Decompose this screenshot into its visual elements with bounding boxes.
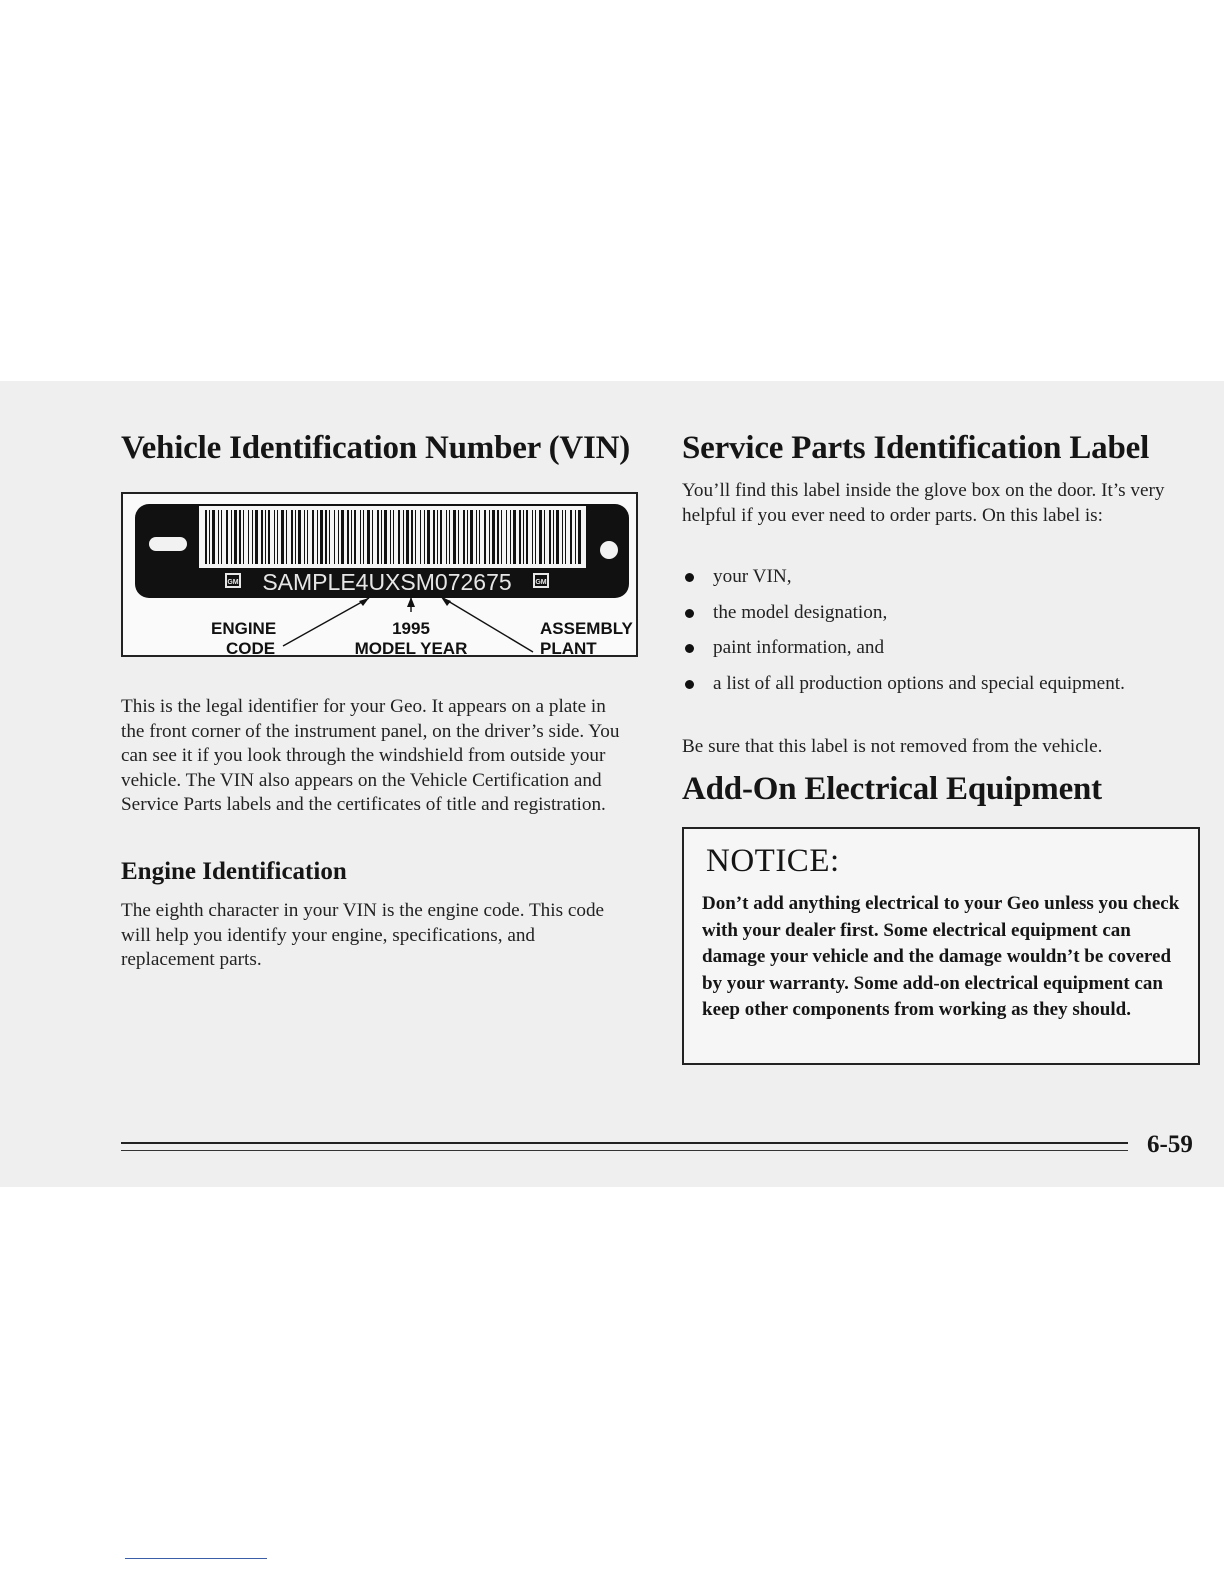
barcode-bar bbox=[307, 510, 308, 564]
gm-logo-left-icon bbox=[225, 573, 241, 588]
barcode-bar bbox=[360, 510, 361, 564]
list-item: the model designation, bbox=[682, 601, 1182, 626]
bottom-divider bbox=[125, 1558, 267, 1559]
vin-number: SAMPLE4UXSM072675 bbox=[262, 569, 512, 595]
barcode-bar bbox=[440, 510, 442, 564]
barcode-bar bbox=[526, 510, 528, 564]
barcode-bar bbox=[553, 510, 554, 564]
plate-slot bbox=[149, 537, 187, 551]
barcode-bar bbox=[281, 510, 284, 564]
barcode-bar bbox=[261, 510, 263, 564]
assembly-plant-label-2: PLANT bbox=[540, 639, 597, 658]
barcode-bar bbox=[325, 510, 327, 564]
vin-plate-illustration bbox=[123, 494, 640, 659]
barcode-bar bbox=[205, 510, 207, 564]
barcode-bar bbox=[562, 510, 563, 564]
bullet-icon bbox=[685, 609, 694, 618]
footer-rule bbox=[121, 1142, 1128, 1144]
barcode-bar bbox=[463, 510, 465, 564]
barcode-bar bbox=[354, 510, 356, 564]
gm-logo-right-icon bbox=[533, 573, 549, 588]
barcode-bar bbox=[239, 510, 241, 564]
barcode-bar bbox=[377, 510, 379, 564]
barcode-bar bbox=[523, 510, 524, 564]
barcode-bar bbox=[453, 510, 456, 564]
barcode-bar bbox=[575, 510, 576, 564]
bullet-icon bbox=[685, 573, 694, 582]
barcode-bar bbox=[449, 510, 450, 564]
plate-rivet bbox=[600, 541, 618, 559]
barcode-bar bbox=[320, 510, 323, 564]
barcode-bar bbox=[458, 510, 459, 564]
barcode-bar bbox=[437, 510, 438, 564]
barcode-bar bbox=[549, 510, 551, 564]
model-year-value: 1995 bbox=[392, 619, 430, 638]
barcode-bar bbox=[398, 510, 400, 564]
barcode-bar bbox=[338, 510, 339, 564]
barcode-bar bbox=[372, 510, 373, 564]
barcode-bar bbox=[390, 510, 391, 564]
barcode-bar bbox=[243, 510, 244, 564]
notice-box bbox=[682, 827, 1200, 1065]
add-on-electrical-heading: Add-On Electrical Equipment bbox=[682, 771, 1102, 807]
engine-identification-heading: Engine Identification bbox=[121, 858, 347, 885]
barcode-bar bbox=[424, 510, 425, 564]
vin-heading: Vehicle Identification Number (VIN) bbox=[121, 430, 631, 466]
barcode-bar bbox=[334, 510, 335, 564]
barcode-bar bbox=[381, 510, 382, 564]
barcode-bar bbox=[212, 510, 215, 564]
barcode-bar bbox=[532, 510, 533, 564]
barcode-bar bbox=[341, 510, 344, 564]
barcode-bar bbox=[351, 510, 352, 564]
barcode-bar bbox=[298, 510, 301, 564]
list-item: a list of all production options and special equipment. bbox=[682, 672, 1133, 697]
barcode-bar bbox=[277, 510, 278, 564]
barcode-bar bbox=[329, 510, 330, 564]
bullet-icon bbox=[685, 644, 694, 653]
service-parts-heading: Service Parts Identification Label bbox=[682, 430, 1150, 466]
barcode-bar bbox=[248, 510, 249, 564]
barcode-bar bbox=[363, 510, 364, 564]
barcode-bar bbox=[501, 510, 502, 564]
barcode-bar bbox=[544, 510, 545, 564]
barcode-bar bbox=[427, 510, 430, 564]
barcode-bar bbox=[420, 510, 421, 564]
barcode-bar bbox=[433, 510, 435, 564]
barcode-bar bbox=[470, 510, 473, 564]
barcode-bar bbox=[291, 510, 293, 564]
barcode-bar bbox=[411, 510, 413, 564]
barcode-bar bbox=[489, 510, 490, 564]
barcode-bar bbox=[570, 510, 572, 564]
barcode-bar bbox=[226, 510, 228, 564]
barcode-bar bbox=[403, 510, 404, 564]
barcode-bar bbox=[384, 510, 387, 564]
barcode-bar bbox=[578, 510, 581, 564]
vin-plate-figure bbox=[121, 492, 638, 657]
list-item: paint information, and bbox=[682, 636, 1182, 661]
barcode-bar bbox=[274, 510, 275, 564]
barcode-bar bbox=[484, 510, 486, 564]
barcode-bar bbox=[519, 510, 521, 564]
barcode-bar bbox=[513, 510, 516, 564]
barcode-bar bbox=[497, 510, 499, 564]
engine-description: The eighth character in your VIN is the engine code. This code will help you identify your engine, specifications, and replacement parts. bbox=[121, 900, 605, 970]
barcode-bar bbox=[347, 510, 349, 564]
barcode-bar bbox=[231, 510, 232, 564]
barcode-bar bbox=[268, 510, 270, 564]
service-label-note: Be sure that this label is not removed from the vehicle. bbox=[682, 736, 1103, 757]
footer-rule-thin bbox=[121, 1150, 1128, 1151]
barcode-bar bbox=[218, 510, 219, 564]
barcode-bar bbox=[446, 510, 447, 564]
notice-title: NOTICE: bbox=[706, 843, 840, 879]
notice-text: Don’t add anything electrical to your Geo unless you check with your dealer first. Some electrical equipment can damage your vehicle and the damage wouldn’t be covered by your warranty. Some add-on electrical equipment can keep other components from working as they should. bbox=[702, 893, 1180, 1021]
barcode-bar bbox=[406, 510, 409, 564]
barcode-bar bbox=[556, 510, 559, 564]
barcode-bar bbox=[317, 510, 318, 564]
barcode-bar bbox=[312, 510, 314, 564]
bullet-icon bbox=[685, 680, 694, 689]
barcode-bar bbox=[221, 510, 222, 564]
barcode-bar bbox=[304, 510, 305, 564]
barcode-bar bbox=[565, 510, 566, 564]
svg-text:GM: GM bbox=[535, 579, 547, 586]
barcode-bar bbox=[510, 510, 511, 564]
barcode-bar bbox=[367, 510, 370, 564]
barcode-bar bbox=[234, 510, 237, 564]
barcode-bar bbox=[252, 510, 253, 564]
barcode-bar bbox=[295, 510, 296, 564]
page-number: 6-59 bbox=[1147, 1131, 1193, 1158]
engine-code-label-2: CODE bbox=[226, 639, 276, 658]
list-item: your VIN, bbox=[682, 565, 1182, 590]
barcode-bar bbox=[476, 510, 477, 564]
vin-description: This is the legal identifier for your Geo. It appears on a plate in the front corner of the instrument panel, on the driver’s side. You can see it if you look through the windshield from outside your vehicle. The VIN also appears on the Vehicle Certification and Service Parts labels and the certificates of title and registration. bbox=[121, 696, 620, 815]
barcode-bar bbox=[479, 510, 480, 564]
svg-text:GM: GM bbox=[227, 579, 239, 586]
barcode-bar bbox=[506, 510, 507, 564]
barcode-bar bbox=[209, 510, 210, 564]
barcode-bar bbox=[467, 510, 468, 564]
engine-code-label: ENGINE bbox=[211, 619, 277, 638]
barcode-bar bbox=[286, 510, 287, 564]
barcode-bar bbox=[415, 510, 416, 564]
assembly-plant-label: ASSEMBLY bbox=[540, 619, 633, 638]
barcode-bar bbox=[539, 510, 542, 564]
barcode-bar bbox=[535, 510, 536, 564]
barcode-bar bbox=[255, 510, 258, 564]
barcode-bar bbox=[492, 510, 495, 564]
barcode-bar bbox=[265, 510, 266, 564]
service-label-contents-list bbox=[682, 565, 1182, 696]
service-parts-intro: You’ll find this label inside the glove box on the door. It’s very helpful if you ever need to order parts. On this label is: bbox=[682, 480, 1165, 526]
barcode-bar bbox=[393, 510, 394, 564]
model-year-label: MODEL YEAR bbox=[354, 639, 468, 658]
